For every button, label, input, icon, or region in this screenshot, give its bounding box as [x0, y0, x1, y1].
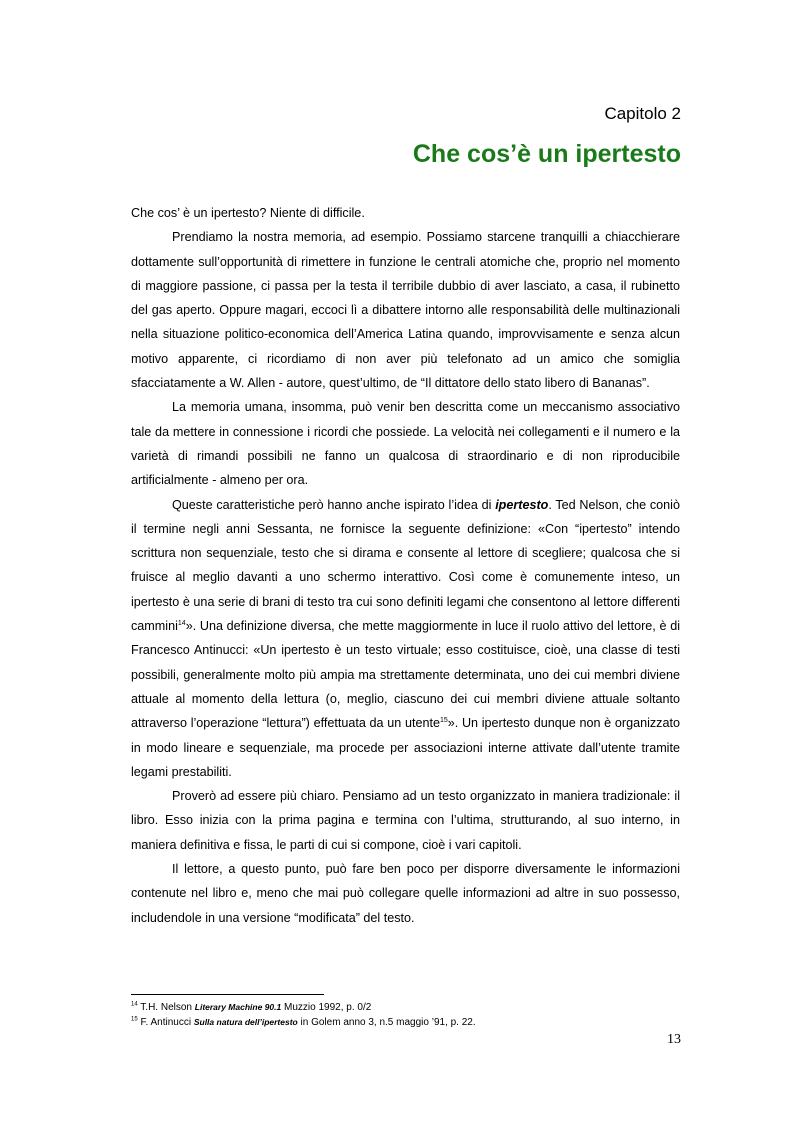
chapter-title: Che cos’è un ipertesto — [412, 140, 681, 168]
footnotes — [131, 1000, 691, 1030]
paragraph-definition — [131, 493, 680, 785]
footnote-15 — [131, 1015, 691, 1030]
paragraph-definition-part-d: ». Un ipertesto dunque non è organizzato in modo lineare e sequenziale, ma procede per associazioni interne attivate dall’utente tramite legami prestabiliti. — [131, 716, 680, 779]
footnote-title: Sulla natura dell’ipertesto — [193, 1017, 298, 1027]
footnote-title: Literary Machine 90.1 — [194, 1002, 282, 1012]
paragraph-reader: Il lettore, a questo punto, può fare ben poco per disporre diversamente le informazioni contenute nel libro e, meno che mai può collegare quelle informazioni ad altre in suo possesso, includendole in una versione “modificata” del testo. — [131, 862, 680, 925]
footnote-ref-15[interactable]: 15 — [439, 717, 448, 725]
body-text — [131, 201, 680, 930]
footnote-14 — [131, 1000, 691, 1015]
paragraph-definition-part-c: ». Una definizione diversa, che mette maggiormente in luce il ruolo attivo del lettore, è di Francesco Antinucci: «Un ipertesto è un testo virtuale; esso costituisce, cioè, una classe di testi possibili, generalmente molto più ampia ma strettamente determinata, uno dei cui membri diviene attuale al momento della lettura (o, meglio, ciascuno dei cui membri diviene attuale soltanto attraverso l’operazione “lettura”) effettuata da un utente — [131, 619, 680, 731]
footnote-number: 14 — [131, 1001, 138, 1008]
footnote-author: F. Antinucci — [140, 1017, 194, 1028]
paragraph-book: Proverò ad essere più chiaro. Pensiamo ad un testo organizzato in maniera tradizionale: il libro. Esso inizia con la prima pagina e termina con l’ultima, strutturando, al suo interno, in maniera definitiva e fissa, le parti di cui si compone, cioè i vari capitoli. — [131, 789, 680, 852]
term-ipertesto: ipertesto — [495, 497, 549, 512]
paragraph-definition-part-a: Queste caratteristiche però hanno anche ispirato l’idea di — [172, 497, 496, 512]
paragraph-associative: La memoria umana, insomma, può venir ben descritta come un meccanismo associativo tale da mettere in connessione i ricordi che possiede. La velocità nei collegamenti e il numero e la varietà di rimandi possibili ne fanno un qualcosa di straordinario e di non riproducibile artificialmente - almeno per ora. — [131, 400, 680, 488]
paragraph-intro: Che cos’ è un ipertesto? Niente di difficile. — [131, 206, 365, 220]
chapter-label: Capitolo 2 — [604, 104, 681, 123]
footnote-details: in Golem anno 3, n.5 maggio ’91, p. 22. — [297, 1017, 476, 1028]
paragraph-definition-part-b: . Ted Nelson, che coniò il termine negli anni Sessanta, ne fornisce la seguente definizione: «Con “ipertesto” intendo scrittura non sequenziale, testo che si dirama e consente al lettore di scegliere; qualcosa che si fruisce al meglio davanti a uno schermo interattivo. Così come è comunemente inteso, un ipertesto è una serie di brani di testo tra cui sono definiti legami che consentono al lettore differenti cammini — [131, 497, 680, 634]
footnote-details: Muzzio 1992, p. 0/2 — [281, 1002, 372, 1013]
footnote-author: T.H. Nelson — [140, 1002, 195, 1013]
footnote-separator — [131, 994, 324, 995]
paragraph-memory: Prendiamo la nostra memoria, ad esempio. Possiamo starcene tranquilli a chiacchierare dottamente sull’opportunità di rimettere in funzione le centrali atomiche che, proprio nel momento di maggiore passione, ci passa per la testa il terribile dubbio di aver lasciato, a casa, il rubinetto del gas aperto. Oppure magari, eccoci lì a dibattere intorno alle responsabilità delle multinazionali nella situazione politico-economica dell’America Latina quando, improvvisamente e senza alcun motivo apparente, ci ricordiamo di non aver più telefonato ad un amico che somiglia sfacciatamente a W. Allen - autore, quest’ultimo, de “Il dittatore dello stato libero di Bananas”. — [131, 230, 680, 391]
page-number: 13 — [667, 1032, 681, 1047]
footnote-number: 15 — [131, 1016, 138, 1023]
footnote-ref-14[interactable]: 14 — [177, 619, 186, 627]
